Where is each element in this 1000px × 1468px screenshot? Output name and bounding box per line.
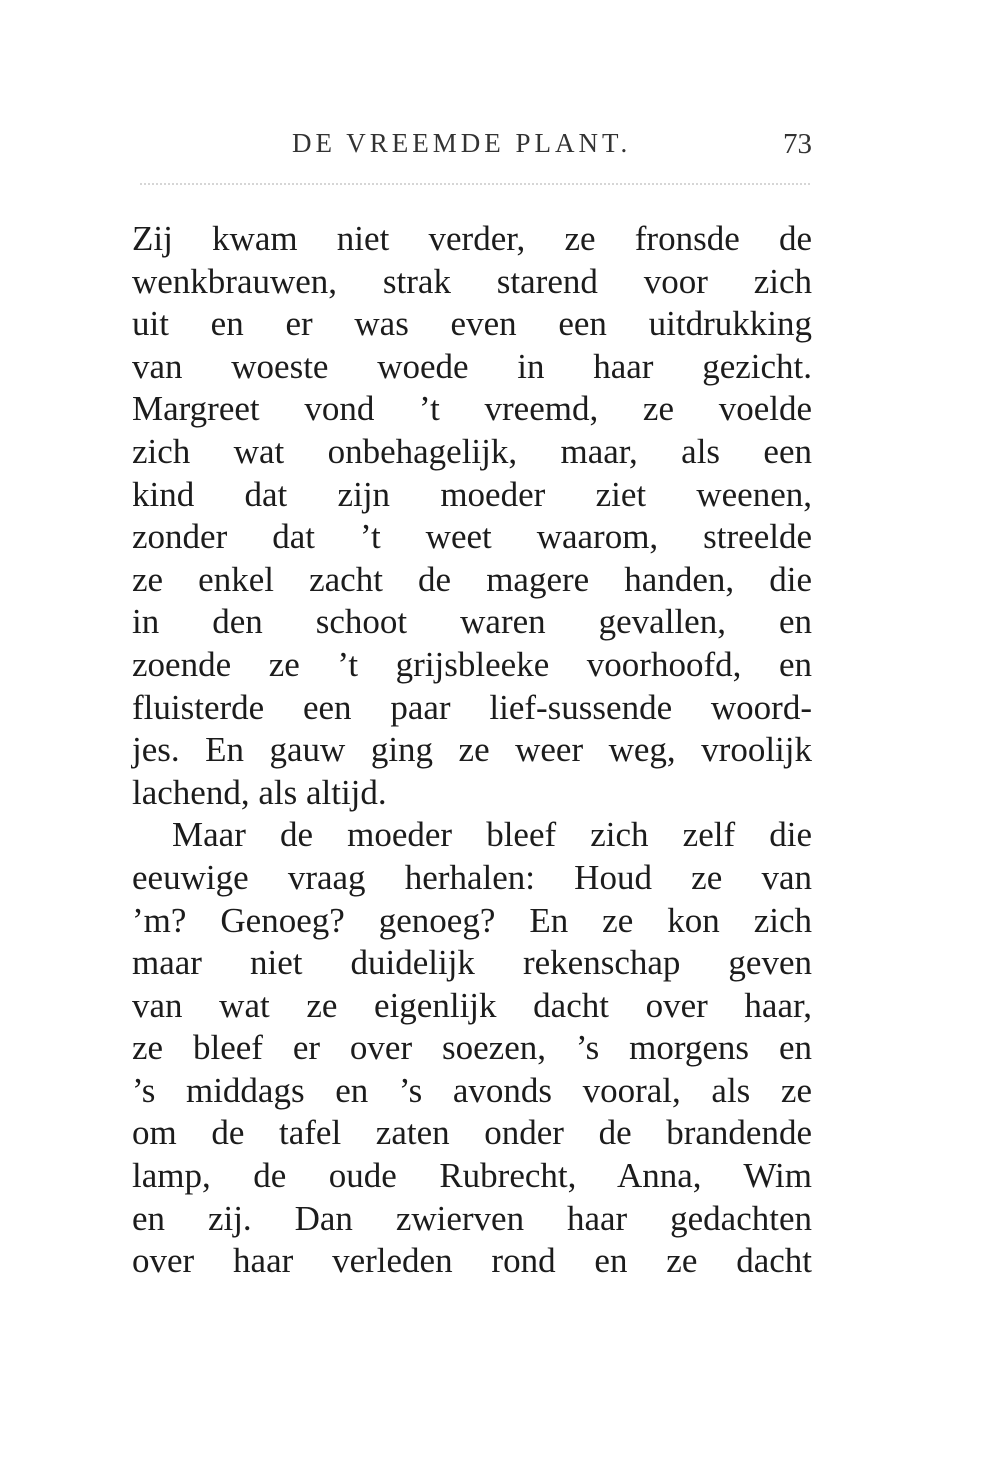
text-line: lamp, de oude Rubrecht, Anna, Wim: [132, 1156, 812, 1196]
text-line: wenkbrauwen, strak starend voor zich: [132, 261, 812, 301]
text-line: uit en er was even een uitdrukking: [132, 304, 812, 344]
text-line: maar niet duidelijk rekenschap geven: [132, 943, 812, 983]
text-line: ’m? Genoeg? genoeg? En ze kon zich: [132, 900, 812, 940]
header-rule: [140, 183, 810, 187]
text-line: van wat ze eigenlijk dacht over haar,: [132, 985, 812, 1025]
running-head: [132, 128, 812, 168]
text-line: jes. En gauw ging ze weer weg, vroolijk: [132, 730, 812, 770]
text-line: ’s middags en ’s avonds vooral, als ze: [132, 1070, 812, 1110]
paragraph-2: [132, 814, 812, 1283]
text-line: en zij. Dan zwierven haar gedachten: [132, 1198, 812, 1238]
body-text: [132, 218, 812, 1283]
text-line: over haar verleden rond en ze dacht: [132, 1241, 812, 1281]
text-line: zich wat onbehagelijk, maar, als een: [132, 431, 812, 471]
text-line: in den schoot waren gevallen, en: [132, 602, 812, 642]
text-line: Zij kwam niet verder, ze fronsde de: [132, 219, 812, 258]
text-line: Maar de moeder bleef zich zelf die: [172, 815, 812, 855]
text-line: lachend, als altijd.: [132, 772, 387, 812]
page-number: 73: [783, 128, 812, 160]
text-line: om de tafel zaten onder de brandende: [132, 1113, 812, 1153]
text-line: ze bleef er over soezen, ’s morgens en: [132, 1028, 812, 1068]
text-line: fluisterde een paar lief-sussende woord-: [132, 687, 812, 727]
text-line: eeuwige vraag herhalen: Houd ze van: [132, 857, 812, 897]
text-line: van woeste woede in haar gezicht.: [132, 346, 812, 386]
text-line: kind dat zijn moeder ziet weenen,: [132, 474, 812, 514]
text-line: Margreet vond ’t vreemd, ze voelde: [132, 389, 812, 429]
paragraph-1: [132, 218, 812, 814]
text-line: ze enkel zacht de magere handen, die: [132, 559, 812, 599]
text-line: zonder dat ’t weet waarom, streelde: [132, 517, 812, 557]
running-title: DE VREEMDE PLANT.: [292, 128, 632, 158]
text-line: zoende ze ’t grijsbleeke voorhoofd, en: [132, 644, 812, 684]
